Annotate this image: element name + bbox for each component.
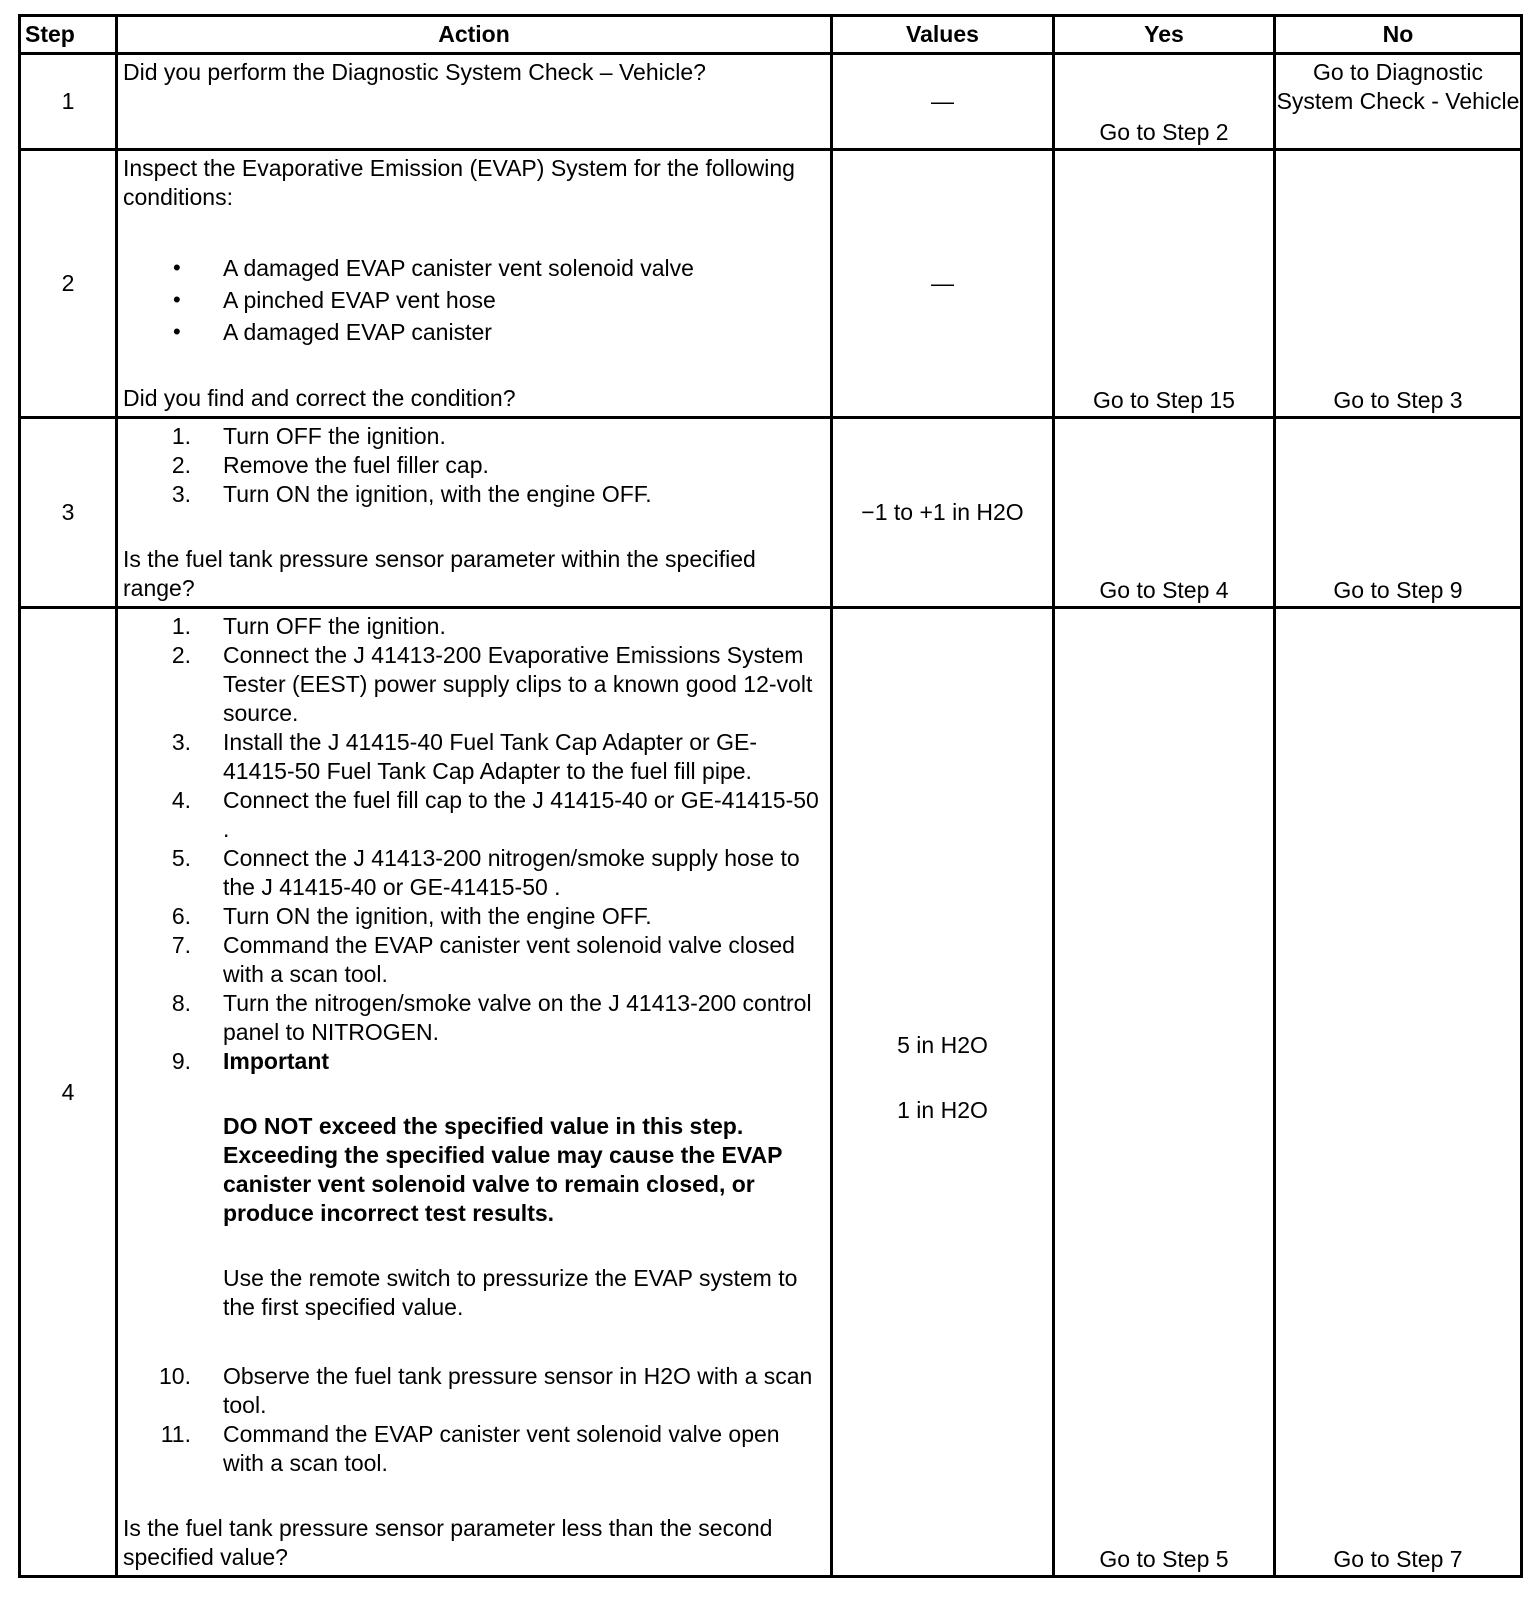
list-item: 1. Turn OFF the ignition. xyxy=(171,613,446,639)
step-9-instruction: Use the remote switch to pressurize the EVAP system to the first specified value. xyxy=(223,1265,798,1320)
no-cell: Go to Step 3 xyxy=(1275,150,1522,418)
action-cell xyxy=(117,608,832,1577)
action-question: Did you find and correct the condition? xyxy=(123,385,516,411)
procedure-list xyxy=(123,422,826,509)
list-item: • A damaged EVAP canister xyxy=(123,316,826,348)
step-number: 4 xyxy=(20,608,117,1577)
action-cell xyxy=(117,418,832,608)
list-item: 4. Connect the fuel fill cap to the J 41415-40 or GE-41415-50 . xyxy=(171,787,819,842)
list-item: 2. Remove the fuel filler cap. xyxy=(171,452,489,478)
action-cell xyxy=(117,150,832,418)
list-item: 3. Install the J 41415-40 Fuel Tank Cap Adapter or GE-41415-50 Fuel Tank Cap Adapter to the fuel fill pipe. xyxy=(171,729,757,784)
yes-cell: Go to Step 2 xyxy=(1054,54,1275,150)
action-question: Is the fuel tank pressure sensor parameter less than the second specified value? xyxy=(123,1515,773,1570)
value-cell: — xyxy=(832,150,1054,418)
important-label: Important xyxy=(223,1048,330,1074)
list-item-important: 9. Important DO NOT exceed the specified value in this step. Exceeding the specified value may cause the EVAP canister vent solenoid valve to remain closed, or produce incorrect test results. Use the remote switch to pressurize the EVAP system to the first specified value. xyxy=(123,1047,826,1362)
no-cell: Go to Step 7 xyxy=(1275,608,1522,1577)
list-item: 2. Connect the J 41413-200 Evaporative Emissions System Tester (EEST) power supply clips to a known good 12-volt source. xyxy=(171,642,813,726)
list-item: 8. Turn the nitrogen/smoke valve on the J 41413-200 control panel to NITROGEN. xyxy=(171,990,812,1045)
list-item: 10. Observe the fuel tank pressure sensor in H2O with a scan tool. xyxy=(159,1363,813,1418)
action-intro: Inspect the Evaporative Emission (EVAP) System for the following conditions: xyxy=(123,155,795,210)
no-cell: Go to Diagnostic System Check - Vehicle xyxy=(1275,54,1522,150)
list-item: 1. Turn OFF the ignition. xyxy=(171,423,446,449)
list-item: 5. Connect the J 41413-200 nitrogen/smoke supply hose to the J 41415-40 or GE-41415-50 . xyxy=(171,845,800,900)
list-item: • A damaged EVAP canister vent solenoid valve xyxy=(123,252,826,284)
value-cell xyxy=(832,608,1054,1577)
value-second: 1 in H2O xyxy=(897,1097,988,1123)
header-step: Step xyxy=(20,16,117,54)
yes-cell: Go to Step 15 xyxy=(1054,150,1275,418)
list-item: 11. Command the EVAP canister vent solenoid valve open with a scan tool. xyxy=(160,1421,780,1476)
action-question: Is the fuel tank pressure sensor parameter within the specified range? xyxy=(123,546,756,601)
header-yes: Yes xyxy=(1054,16,1275,54)
diagnostic-table xyxy=(18,14,1523,1578)
no-cell: Go to Step 9 xyxy=(1275,418,1522,608)
value-cell: — xyxy=(832,54,1054,150)
list-item: 7. Command the EVAP canister vent solenoid valve closed with a scan tool. xyxy=(171,932,795,987)
header-action: Action xyxy=(117,16,832,54)
step-number: 3 xyxy=(20,418,117,608)
list-item: 3. Turn ON the ignition, with the engine OFF. xyxy=(171,481,652,507)
value-cell: −1 to +1 in H2O xyxy=(832,418,1054,608)
step-number: 1 xyxy=(20,54,117,150)
procedure-list xyxy=(123,612,826,1478)
value-first: 5 in H2O xyxy=(897,1032,988,1058)
header-values: Values xyxy=(832,16,1054,54)
yes-cell: Go to Step 5 xyxy=(1054,608,1275,1577)
table-row-step-2 xyxy=(20,150,1522,418)
table-row-step-1 xyxy=(20,54,1522,150)
table-row-step-4 xyxy=(20,608,1522,1577)
step-number: 2 xyxy=(20,150,117,418)
action-question: Did you perform the Diagnostic System Check – Vehicle? xyxy=(123,59,706,85)
header-no: No xyxy=(1275,16,1522,54)
list-item: • A pinched EVAP vent hose xyxy=(123,284,826,316)
yes-cell: Go to Step 4 xyxy=(1054,418,1275,608)
header-row xyxy=(20,16,1522,54)
list-item: 6. Turn ON the ignition, with the engine OFF. xyxy=(171,903,652,929)
table-row-step-3 xyxy=(20,418,1522,608)
important-warning: DO NOT exceed the specified value in this step. Exceeding the specified value may cause the EVAP canister vent solenoid valve to remain closed, or produce incorrect test results. xyxy=(223,1113,783,1226)
action-cell xyxy=(117,54,832,150)
condition-list xyxy=(123,252,826,348)
